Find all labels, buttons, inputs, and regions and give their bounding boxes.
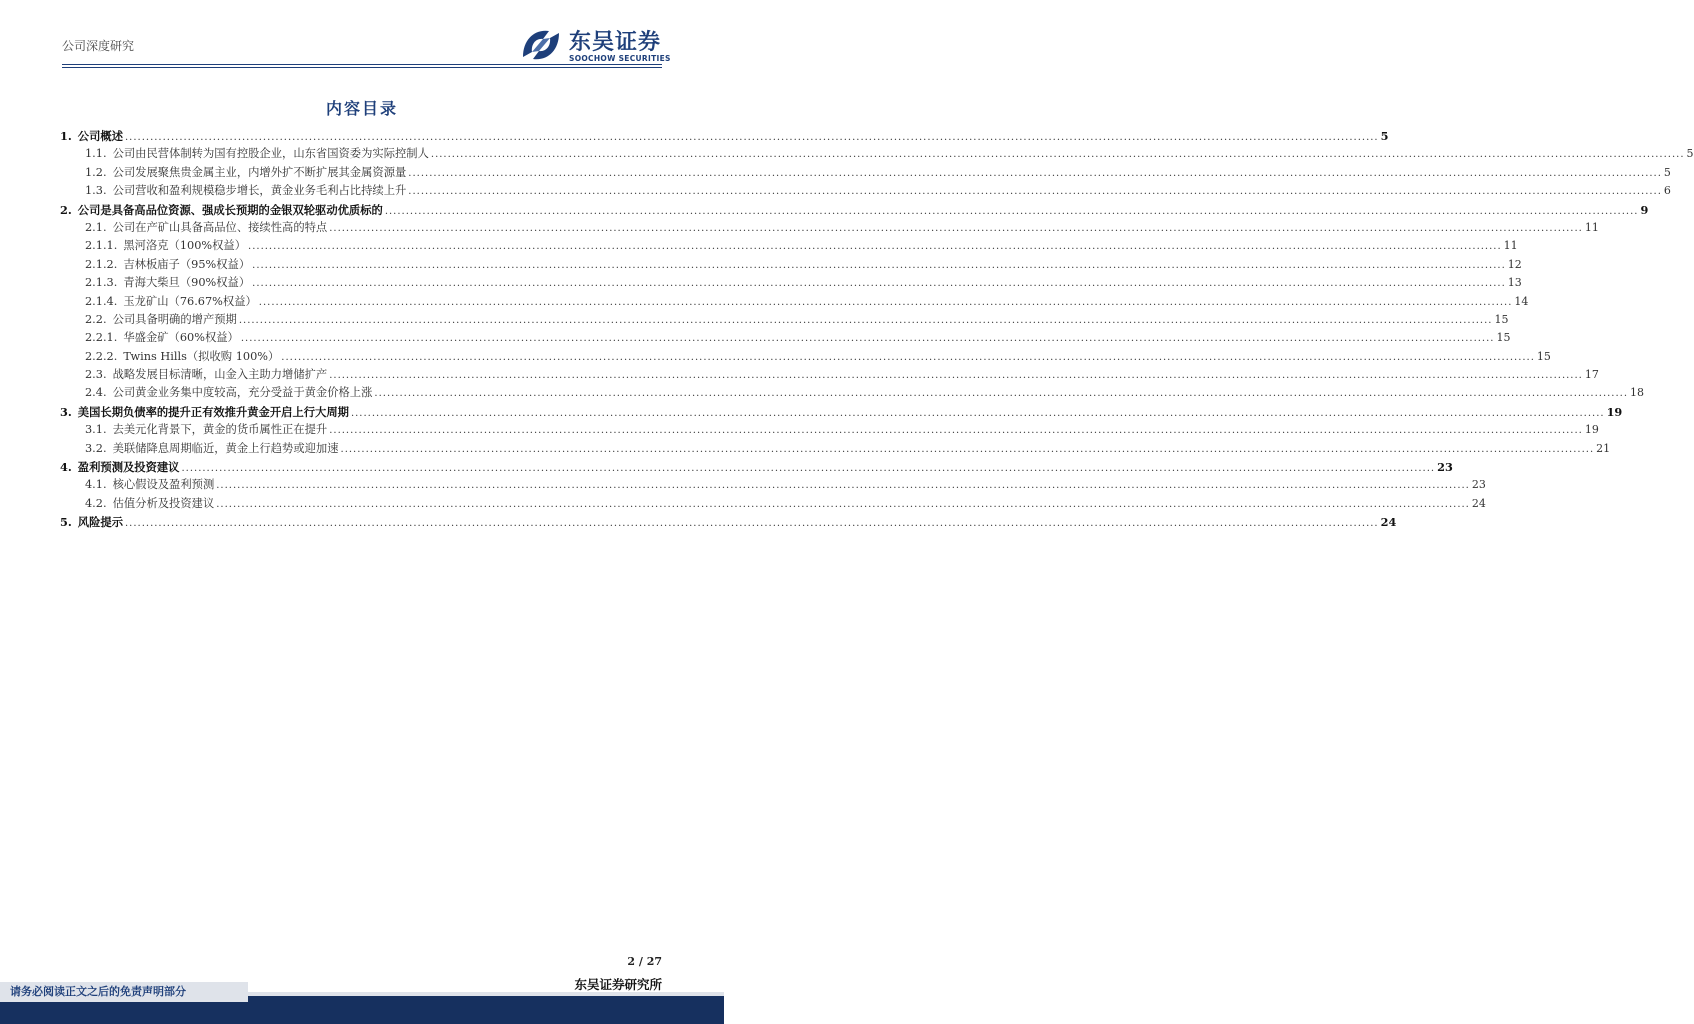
header-divider-secondary	[62, 67, 662, 68]
toc-entry-label	[85, 366, 327, 384]
toc-entry-title: 美国长期负债率的提升正有效推升黄金开启上行大周期	[77, 404, 349, 419]
toc-dot-leader: ............................................................................................................................................................................................................................................................................................................	[408, 186, 1662, 198]
toc-entry-page: 6	[1663, 184, 1671, 198]
toc-dot-leader: ............................................................................................................................................................................................................................................................................................................	[408, 167, 1662, 179]
toc-entry[interactable]	[60, 274, 1522, 292]
toc-entry[interactable]	[60, 366, 1599, 384]
toc-entry-page: 13	[1507, 276, 1522, 290]
toc-entry-page: 19	[1606, 404, 1623, 419]
toc-entry-page: 5	[1663, 165, 1671, 179]
toc-entry-page: 14	[1514, 294, 1529, 308]
table-of-contents	[60, 127, 1694, 532]
page-number: 2 / 27	[627, 955, 662, 968]
toc-entry-title: Twins Hills（拟收购 100%）	[123, 349, 280, 363]
toc-dot-leader: ............................................................................................................................................................................................................................................................................................................	[258, 296, 1513, 308]
toc-entry[interactable]	[60, 256, 1522, 274]
toc-dot-leader: ............................................................................................................................................................................................................................................................................................................	[329, 370, 1583, 382]
toc-entry-label	[85, 164, 406, 182]
toc-entry-page: 15	[1496, 331, 1511, 345]
toc-entry-number: 1.3.	[85, 184, 107, 198]
toc-entry-title: 公司在产矿山具备高品位、接续性高的特点	[112, 220, 328, 234]
toc-entry-page: 24	[1471, 496, 1486, 510]
toc-entry[interactable]	[60, 293, 1529, 311]
toc-entry-label	[85, 476, 214, 494]
toc-dot-leader: ............................................................................................................................................................................................................................................................................................................	[374, 388, 1629, 400]
header-divider	[62, 64, 662, 65]
toc-entry[interactable]	[60, 495, 1486, 513]
toc-entry-label	[60, 201, 383, 219]
toc-entry-title: 华盛金矿（60%权益）	[123, 331, 239, 345]
toc-entry[interactable]	[60, 201, 1649, 219]
toc-entry-title: 估值分析及投资建议	[112, 496, 215, 510]
toc-entry-number: 2.4.	[85, 386, 107, 400]
toc-entry-label	[85, 256, 250, 274]
toc-entry-label	[85, 440, 339, 458]
toc-entry-label	[85, 311, 237, 329]
toc-entry-title: 黑河洛克（100%权益）	[123, 239, 247, 253]
toc-dot-leader: ............................................................................................................................................................................................................................................................................................................	[329, 222, 1583, 234]
toc-dot-leader: ............................................................................................................................................................................................................................................................................................................	[329, 425, 1583, 437]
toc-entry[interactable]	[60, 384, 1645, 402]
toc-entry-number: 2.1.3.	[85, 276, 118, 290]
toc-entry-number: 4.	[60, 460, 72, 475]
toc-entry-label	[85, 384, 372, 402]
toc-entry-page: 21	[1596, 441, 1611, 455]
toc-entry-page: 15	[1494, 312, 1509, 326]
soochow-logo-icon	[519, 25, 563, 65]
toc-entry-number: 5.	[60, 515, 72, 530]
toc-entry[interactable]	[60, 219, 1599, 237]
toc-entry[interactable]	[60, 182, 1671, 200]
logo-english-name: SOOCHOW SECURITIES	[569, 54, 671, 63]
toc-entry-title: 公司发展聚焦贵金属主业，内增外扩不断扩展其金属资源量	[112, 165, 407, 179]
toc-dot-leader: ............................................................................................................................................................................................................................................................................................................	[216, 480, 1470, 492]
toc-dot-leader: ............................................................................................................................................................................................................................................................................................................	[125, 132, 1379, 143]
toc-entry-title: 公司黄金业务集中度较高，充分受益于黄金价格上涨	[112, 386, 373, 400]
report-type-label: 公司深度研究	[62, 39, 135, 53]
toc-entry-label	[60, 127, 123, 145]
toc-entry-label	[60, 403, 349, 421]
toc-dot-leader: ............................................................................................................................................................................................................................................................................................................	[384, 205, 1639, 217]
toc-entry-label	[60, 458, 179, 476]
footer-disclaimer: 请务必阅读正文之后的免责声明部分	[0, 982, 248, 1002]
toc-entry-number: 3.2.	[85, 441, 107, 455]
toc-entry-number: 2.2.2.	[85, 349, 118, 363]
toc-entry-label	[85, 293, 257, 311]
toc-entry[interactable]	[60, 348, 1551, 366]
toc-entry-number: 2.2.	[85, 312, 107, 326]
toc-entry-page: 12	[1507, 257, 1522, 271]
toc-entry-number: 2.2.1.	[85, 331, 118, 345]
toc-entry-title: 公司营收和盈利规模稳步增长，黄金业务毛利占比持续上升	[112, 184, 407, 198]
toc-entry-page: 18	[1630, 386, 1645, 400]
toc-entry-page: 19	[1584, 423, 1599, 437]
toc-entry-page: 24	[1380, 515, 1397, 530]
toc-entry-title: 吉林板庙子（95%权益）	[123, 257, 251, 271]
toc-entry-page: 5	[1686, 147, 1694, 161]
toc-entry[interactable]	[60, 421, 1599, 439]
toc-dot-leader: ............................................................................................................................................................................................................................................................................................................	[340, 443, 1595, 455]
toc-entry-title: 公司是具备高品位资源、强成长预期的金银双轮驱动优质标的	[77, 202, 383, 217]
toc-entry-label	[85, 145, 429, 163]
toc-entry-number: 1.2.	[85, 165, 107, 179]
toc-entry[interactable]	[60, 127, 1389, 145]
toc-entry-title: 公司由民营体制转为国有控股企业，山东省国资委为实际控制人	[112, 147, 429, 161]
toc-entry-title: 公司具备明确的增产预期	[112, 312, 237, 326]
toc-entry[interactable]	[60, 311, 1509, 329]
toc-entry-number: 2.1.1.	[85, 239, 118, 253]
toc-dot-leader: ............................................................................................................................................................................................................................................................................................................	[238, 314, 1493, 326]
toc-dot-leader: ............................................................................................................................................................................................................................................................................................................	[252, 278, 1506, 290]
toc-entry[interactable]	[60, 164, 1671, 182]
toc-entry-page: 17	[1584, 368, 1599, 382]
footer-institute: 东吴证券研究所	[574, 977, 662, 992]
toc-entry-title: 公司概述	[77, 129, 123, 143]
toc-dot-leader: ............................................................................................................................................................................................................................................................................................................	[281, 351, 1535, 363]
toc-entry-title: 去美元化背景下，黄金的货币属性正在提升	[112, 423, 328, 437]
toc-entry-number: 3.	[60, 404, 72, 419]
toc-entry-page: 15	[1536, 349, 1551, 363]
toc-entry-label	[85, 348, 279, 366]
toc-entry-page: 11	[1503, 239, 1518, 253]
toc-entry-page: 5	[1380, 129, 1389, 143]
toc-entry[interactable]	[60, 145, 1694, 163]
toc-entry-label	[85, 182, 406, 200]
toc-entry-title: 核心假设及盈利预测	[112, 478, 215, 492]
toc-entry[interactable]	[60, 476, 1486, 494]
toc-dot-leader: ............................................................................................................................................................................................................................................................................................................	[350, 407, 1605, 419]
toc-entry-number: 4.2.	[85, 496, 107, 510]
toc-entry-label	[60, 513, 123, 531]
toc-entry[interactable]	[60, 513, 1397, 531]
toc-entry-number: 2.1.2.	[85, 257, 118, 271]
toc-entry-page: 23	[1437, 460, 1453, 475]
toc-entry-title: 青海大柴旦（90%权益）	[123, 276, 251, 290]
toc-entry-number: 2.1.4.	[85, 294, 118, 308]
toc-entry-title: 美联储降息周期临近，黄金上行趋势或迎加速	[112, 441, 339, 455]
toc-entry-title: 风险提示	[77, 515, 123, 530]
toc-entry[interactable]	[60, 440, 1611, 458]
logo-chinese-name: 东吴证券	[569, 30, 662, 55]
toc-entry-title: 战略发展目标清晰，山金入主助力增储扩产	[112, 368, 328, 382]
toc-dot-leader: ............................................................................................................................................................................................................................................................................................................	[430, 149, 1685, 161]
toc-dot-leader: ............................................................................................................................................................................................................................................................................................................	[252, 259, 1506, 271]
toc-entry-page: 9	[1640, 202, 1649, 217]
toc-title: 内容目录	[325, 99, 398, 118]
toc-entry-page: 23	[1471, 478, 1486, 492]
toc-entry-title: 玉龙矿山（76.67%权益）	[123, 294, 257, 308]
toc-dot-leader: ............................................................................................................................................................................................................................................................................................................	[125, 518, 1379, 530]
toc-dot-leader: ............................................................................................................................................................................................................................................................................................................	[216, 498, 1470, 510]
toc-entry-label	[85, 219, 327, 237]
toc-entry-label	[85, 274, 250, 292]
toc-entry[interactable]	[60, 458, 1453, 476]
toc-entry-number: 1.1.	[85, 147, 107, 161]
toc-entry-label	[85, 329, 239, 347]
toc-entry-label	[85, 421, 327, 439]
toc-entry[interactable]	[60, 329, 1511, 347]
toc-entry-number: 4.1.	[85, 478, 107, 492]
toc-entry[interactable]	[60, 403, 1623, 421]
toc-dot-leader: ............................................................................................................................................................................................................................................................................................................	[181, 463, 1436, 475]
toc-entry-number: 2.	[60, 202, 72, 217]
toc-entry-number: 2.1.	[85, 220, 107, 234]
toc-entry-label	[85, 237, 246, 255]
toc-dot-leader: ............................................................................................................................................................................................................................................................................................................	[248, 241, 1502, 253]
toc-entry[interactable]	[60, 237, 1518, 255]
toc-entry-number: 2.3.	[85, 368, 107, 382]
toc-entry-number: 3.1.	[85, 423, 107, 437]
toc-entry-title: 盈利预测及投资建议	[77, 460, 180, 475]
toc-entry-label	[85, 495, 214, 513]
toc-dot-leader: ............................................................................................................................................................................................................................................................................................................	[240, 333, 1495, 345]
toc-entry-number: 1.	[60, 129, 72, 143]
brand-logo	[519, 25, 679, 67]
toc-entry-page: 11	[1584, 220, 1599, 234]
